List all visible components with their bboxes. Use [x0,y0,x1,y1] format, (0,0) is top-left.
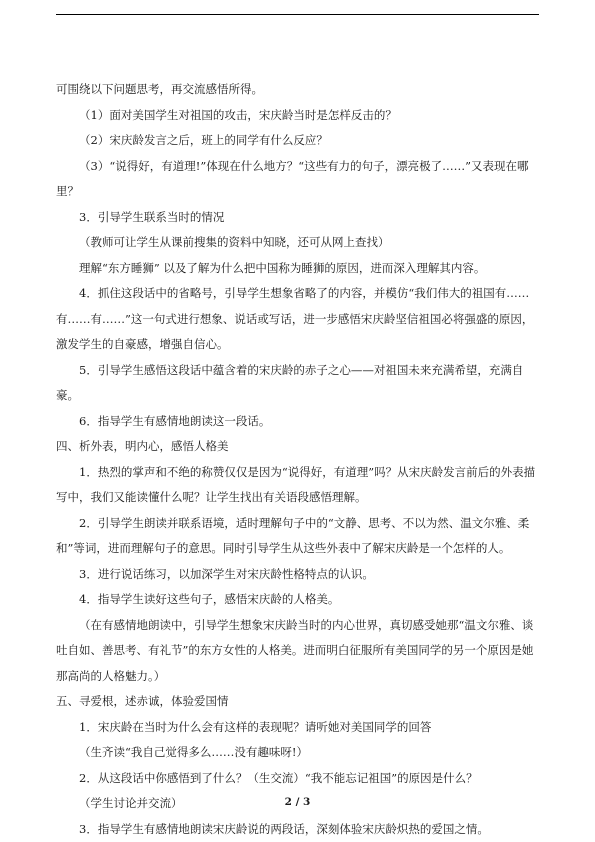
paragraph: 3．指导学生有感情地朗读宋庆龄说的两段话，深刻体验宋庆龄炽热的爱国之情。 [56,817,542,842]
paragraph: （3）“说得好，有道理!”体现在什么地方？“这些有力的句子，漂亮极了……”又表现在哪里？ [56,154,542,205]
paragraph: （在有感情地朗读中，引导学生想象宋庆龄当时的内心世界，真切感受她那“温文尔雅、谈吐自如、善思考、有礼节”的东方女性的人格美。进而明白征服所有美国同学的另一个原因是她那高尚的人格魅力。） [56,613,542,690]
paragraph: 理解“东方睡狮” 以及了解为什么把中国称为睡狮的原因，进而深入理解其内容。 [56,256,542,282]
paragraph: 4．指导学生读好这些句子，感悟宋庆龄的人格美。 [56,587,542,613]
paragraph: 3．引导学生联系当时的情况 [56,205,542,231]
paragraph: 5．引导学生感悟这段话中蕴含着的宋庆龄的赤子之心——对祖国未来充满希望，充满自豪。 [56,358,542,409]
section-heading: 可围绕以下问题思考，再交流感悟所得。 [56,77,542,103]
paragraph: 2．引导学生朗读并联系语境，适时理解句子中的“文静、思考、不以为然、温文尔雅、柔和”等词，进而理解句子的意思。同时引导学生从这些外表中了解宋庆龄是一个怎样的人。 [56,511,542,562]
paragraph: （教师可让学生从课前搜集的资料中知晓，还可从网上查找） [56,230,542,256]
paragraph: （生齐读“我自己觉得多么……没有趣味呀!） [56,740,542,766]
paragraph: 6．指导学生有感情地朗读这一段话。 [56,409,542,435]
section-heading: 四、析外表，明内心，感悟人格美 [56,434,542,460]
document-body [56,77,542,842]
paragraph: （学生讨论并交流） [56,791,542,817]
paragraph: 1．热烈的掌声和不绝的称赞仅仅是因为“说得好，有道理”吗？从宋庆龄发言前后的外表描写中，我们又能读懂什么呢？让学生找出有关语段感悟理解。 [56,460,542,511]
paragraph: 3．进行说话练习，以加深学生对宋庆龄性格特点的认识。 [56,562,542,588]
header-rule [56,14,539,15]
paragraph: （1）面对美国学生对祖国的攻击，宋庆龄当时是怎样反击的？ [56,103,542,129]
page-number: 2 / 3 [0,796,595,808]
paragraph: 1．宋庆龄在当时为什么会有这样的表现呢？请听她对美国同学的回答 [56,715,542,741]
paragraph: 2．从这段话中你感悟到了什么？（生交流）“我不能忘记祖国”的原因是什么？ [56,766,542,792]
paragraph: （2）宋庆龄发言之后，班上的同学有什么反应？ [56,128,542,154]
section-heading: 五、寻爱根，述赤诚，体验爱国情 [56,689,542,715]
paragraph: 4．抓住这段话中的省略号，引导学生想象省略了的内容，并模仿“我们伟大的祖国有……有……有……”这一句式进行想象、说话或写话，进一步感悟宋庆龄坚信祖国必将强盛的原因，激发学生的自豪感，增强自信心。 [56,281,542,358]
